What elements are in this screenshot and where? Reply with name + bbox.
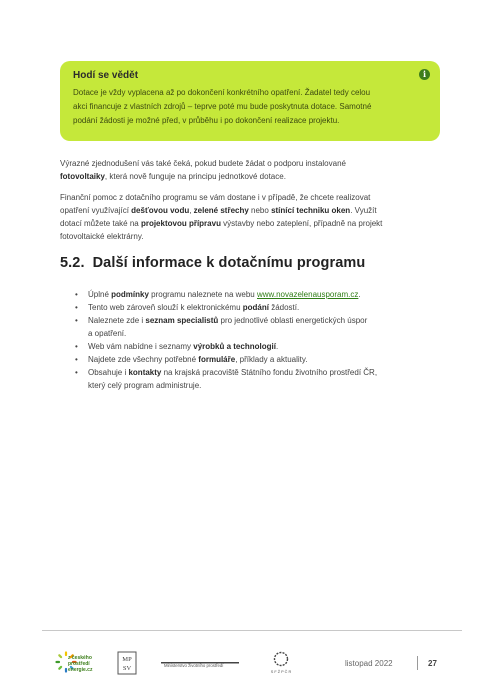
paragraph-photovoltaics (60, 157, 440, 183)
section-title: Další informace k dotačnímu programu (92, 255, 366, 271)
footer-separator (417, 656, 418, 670)
bold-term: fotovoltaiky (60, 172, 105, 181)
mpsv-logo-icon (117, 651, 137, 675)
sfzp-logo: S F Ž P Č R (268, 650, 294, 678)
list-item: • Najdete zde všechny potřebné formuláře, příklady a aktuality. (75, 355, 308, 364)
paragraph-line: opatření využívající dešťovou vodu, zelené střechy nebo stínící techniku oken. Využít (60, 206, 377, 215)
page-number: 27 (428, 659, 437, 668)
sfzp-logo-icon (268, 650, 294, 670)
callout-line: podání žádosti je možné před, v průběhu i po dokončení realizace projektu. (73, 116, 340, 125)
info-icon: i (419, 69, 430, 80)
logo1-text: z českého prostředí energie.cz (68, 655, 93, 673)
list-item: • Naleznete zde i seznam specialistů pro jednotlivé oblasti energetických úspor a opatření. (75, 316, 368, 338)
bold-term: stínící techniku oken (271, 206, 351, 215)
callout-body (73, 86, 428, 128)
callout-line: akci financuje z vlastních zdrojů – teprve poté mu bude poskytnuta dotace. Samotné (73, 102, 372, 111)
callout-title: Hodí se vědět (73, 70, 139, 81)
paragraph-financial-help (60, 191, 440, 243)
footer-date: listopad 2022 (345, 659, 393, 668)
bold-term: projektovou přípravu (140, 219, 221, 228)
svg-text:SV: SV (122, 665, 132, 672)
paragraph-line: dotací můžete také na projektovou přípravu výstavby nebo zateplení, případně na projekt (60, 219, 383, 228)
logo-energie (55, 648, 95, 676)
paragraph-line: fotovoltaické elektrárny. (60, 232, 144, 241)
website-link[interactable]: www.novazelenausporam.cz (256, 290, 359, 299)
section-number: 5.2. (60, 255, 85, 271)
list-item: • Web vám nabídne i seznamy výrobků a technologií. (75, 342, 279, 351)
section-heading (60, 255, 365, 271)
paragraph-line: Finanční pomoc z dotačního programu se vám dostane i v případě, že chcete realizovat (60, 193, 371, 202)
bold-term: dešťovou vodu (131, 206, 190, 215)
callout-line: Dotace je vždy vyplacena až po dokončení konkrétního opatření. Žadatel tedy celou (73, 88, 371, 97)
list-item: • Tento web zároveň slouží k elektronickému podání žádostí. (75, 303, 300, 312)
mzp-logo: Ministerstvo životního prostředí (161, 654, 241, 672)
footer-divider (42, 630, 462, 631)
bold-term: zelené střechy (193, 206, 249, 215)
paragraph-line: fotovoltaiky, která nově funguje na principu jednotkové dotace. (60, 172, 286, 181)
paragraph-line: Výrazné zjednodušení vás také čeká, pokud budete žádat o podporu instalované (60, 159, 346, 168)
list-item: • Úplné podmínky programu naleznete na webu www.novazelenausporam.cz. (75, 290, 361, 299)
info-callout (60, 61, 440, 141)
info-bullet-list (60, 288, 450, 392)
svg-text:MP: MP (122, 656, 132, 663)
list-item: • Obsahuje i kontakty na krajská pracoviště Státního fondu životního prostředí ČR, který celý program administruje. (75, 368, 378, 390)
